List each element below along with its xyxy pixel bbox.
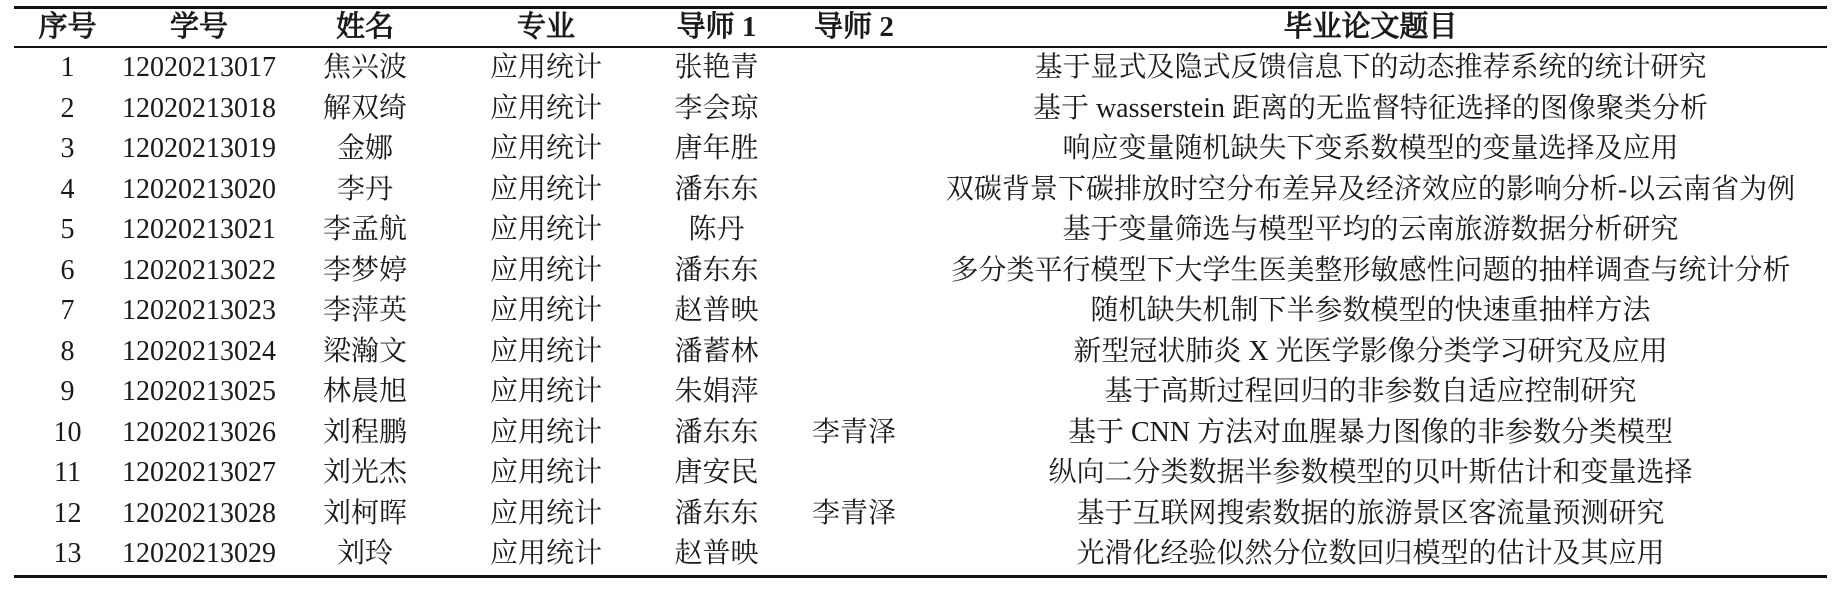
cell-advisor-1: 张艳青 <box>674 52 759 84</box>
cell-major: 应用统计 <box>489 52 602 84</box>
cell-name: 焦兴波 <box>322 52 407 84</box>
table-row <box>14 494 1827 535</box>
cell-advisor-2 <box>794 251 914 292</box>
cell-thesis-title: 双碳背景下碳排放时空分布差异及经济效应的影响分析-以云南省为例 <box>945 173 1796 205</box>
cell-name: 刘程鹏 <box>322 416 407 448</box>
column-header-advisor-1: 导师 1 <box>639 8 794 48</box>
cell-advisor-1: 李会琼 <box>674 92 759 124</box>
cell-index: 5 <box>60 214 75 246</box>
cell-thesis-title: 基于互联网搜索数据的旅游景区客流量预测研究 <box>1076 497 1665 529</box>
table-row <box>14 534 1827 576</box>
cell-student-id: 12020213024 <box>122 335 276 367</box>
column-header-index: 序号 <box>14 8 121 48</box>
cell-name: 李孟航 <box>322 214 407 246</box>
table-header <box>14 8 1827 48</box>
cell-advisor-2 <box>794 210 914 251</box>
cell-major: 应用统计 <box>489 497 602 529</box>
table-row <box>14 47 1827 89</box>
cell-index: 6 <box>60 254 75 286</box>
table-row <box>14 291 1827 332</box>
column-header-advisor-2: 导师 2 <box>794 8 914 48</box>
column-header-major: 专业 <box>453 8 639 48</box>
cell-student-id: 12020213021 <box>122 214 276 246</box>
cell-index: 11 <box>54 457 81 489</box>
cell-name: 李萍英 <box>322 295 407 327</box>
cell-major: 应用统计 <box>489 376 602 408</box>
table-row <box>14 251 1827 292</box>
cell-advisor-2 <box>794 170 914 211</box>
cell-student-id: 12020213026 <box>122 416 276 448</box>
cell-student-id: 12020213028 <box>122 497 276 529</box>
cell-advisor-1: 赵普映 <box>674 538 759 570</box>
cell-index: 3 <box>60 133 75 165</box>
cell-name: 林晨旭 <box>322 376 407 408</box>
cell-index: 2 <box>60 92 75 124</box>
table-row <box>14 413 1827 454</box>
cell-index: 8 <box>60 335 75 367</box>
cell-major: 应用统计 <box>489 214 602 246</box>
cell-major: 应用统计 <box>489 133 602 165</box>
cell-advisor-2 <box>794 129 914 170</box>
header-row <box>14 8 1827 48</box>
table-row <box>14 332 1827 373</box>
table-row <box>14 129 1827 170</box>
cell-advisor-1: 潘东东 <box>674 416 759 448</box>
cell-advisor-2: 李青泽 <box>811 497 896 529</box>
cell-thesis-title: 基于 wasserstein 距离的无监督特征选择的图像聚类分析 <box>1032 92 1709 124</box>
cell-advisor-2 <box>794 291 914 332</box>
cell-name: 解双绮 <box>322 92 407 124</box>
cell-thesis-title: 纵向二分类数据半参数模型的贝叶斯估计和变量选择 <box>1048 457 1693 489</box>
cell-major: 应用统计 <box>489 173 602 205</box>
cell-advisor-1: 潘东东 <box>674 254 759 286</box>
cell-advisor-1: 潘东东 <box>674 173 759 205</box>
cell-index: 1 <box>60 52 75 84</box>
cell-index: 10 <box>53 416 82 448</box>
cell-name: 刘光杰 <box>322 457 407 489</box>
cell-thesis-title: 光滑化经验似然分位数回归模型的估计及其应用 <box>1076 538 1665 570</box>
cell-name: 刘柯晖 <box>322 497 407 529</box>
cell-student-id: 12020213020 <box>122 173 276 205</box>
cell-advisor-2 <box>794 372 914 413</box>
cell-name: 李梦婷 <box>322 254 407 286</box>
cell-advisor-1: 唐安民 <box>674 457 759 489</box>
table-row <box>14 453 1827 494</box>
cell-index: 13 <box>53 538 82 570</box>
cell-student-id: 12020213023 <box>122 295 276 327</box>
cell-index: 4 <box>60 173 75 205</box>
cell-student-id: 12020213022 <box>122 254 276 286</box>
cell-advisor-1: 潘蓄林 <box>674 335 759 367</box>
thesis-table <box>14 6 1827 578</box>
cell-major: 应用统计 <box>489 92 602 124</box>
cell-major: 应用统计 <box>489 538 602 570</box>
cell-thesis-title: 基于 CNN 方法对血腥暴力图像的非参数分类模型 <box>1067 416 1674 448</box>
table-row <box>14 89 1827 130</box>
column-header-student-id: 学号 <box>121 8 277 48</box>
cell-index: 7 <box>60 295 75 327</box>
cell-advisor-2 <box>794 47 914 89</box>
cell-thesis-title: 多分类平行模型下大学生医美整形敏感性问题的抽样调查与统计分析 <box>950 254 1791 286</box>
cell-major: 应用统计 <box>489 295 602 327</box>
cell-advisor-1: 潘东东 <box>674 497 759 529</box>
cell-name: 梁瀚文 <box>322 335 407 367</box>
cell-advisor-2 <box>794 89 914 130</box>
cell-name: 刘玲 <box>336 538 393 570</box>
cell-major: 应用统计 <box>489 416 602 448</box>
cell-thesis-title: 响应变量随机缺失下变系数模型的变量选择及应用 <box>1062 133 1679 165</box>
cell-thesis-title: 基于显式及隐式反馈信息下的动态推荐系统的统计研究 <box>1034 52 1707 84</box>
table-row <box>14 170 1827 211</box>
cell-advisor-1: 唐年胜 <box>674 133 759 165</box>
cell-major: 应用统计 <box>489 254 602 286</box>
cell-index: 9 <box>60 376 75 408</box>
cell-thesis-title: 基于高斯过程回归的非参数自适应控制研究 <box>1104 376 1637 408</box>
cell-advisor-2: 李青泽 <box>811 416 896 448</box>
cell-student-id: 12020213025 <box>122 376 276 408</box>
cell-thesis-title: 随机缺失机制下半参数模型的快速重抽样方法 <box>1090 295 1651 327</box>
cell-student-id: 12020213018 <box>122 92 276 124</box>
table-row <box>14 210 1827 251</box>
cell-thesis-title: 新型冠状肺炎 X 光医学影像分类学习研究及应用 <box>1073 335 1668 367</box>
cell-student-id: 12020213029 <box>122 538 276 570</box>
cell-student-id: 12020213027 <box>122 457 276 489</box>
cell-thesis-title: 基于变量筛选与模型平均的云南旅游数据分析研究 <box>1062 214 1679 246</box>
table-body <box>14 47 1827 576</box>
cell-advisor-1: 陈丹 <box>688 214 745 246</box>
cell-advisor-2 <box>794 453 914 494</box>
cell-major: 应用统计 <box>489 457 602 489</box>
cell-advisor-1: 赵普映 <box>674 295 759 327</box>
cell-name: 李丹 <box>336 173 393 205</box>
column-header-thesis-title: 毕业论文题目 <box>914 8 1827 48</box>
column-header-name: 姓名 <box>277 8 453 48</box>
cell-student-id: 12020213019 <box>122 133 276 165</box>
cell-advisor-1: 朱娟萍 <box>674 376 759 408</box>
cell-index: 12 <box>53 497 82 529</box>
table-row <box>14 372 1827 413</box>
cell-advisor-2 <box>794 534 914 576</box>
cell-name: 金娜 <box>336 133 393 165</box>
cell-student-id: 12020213017 <box>122 52 276 84</box>
cell-major: 应用统计 <box>489 335 602 367</box>
cell-advisor-2 <box>794 332 914 373</box>
